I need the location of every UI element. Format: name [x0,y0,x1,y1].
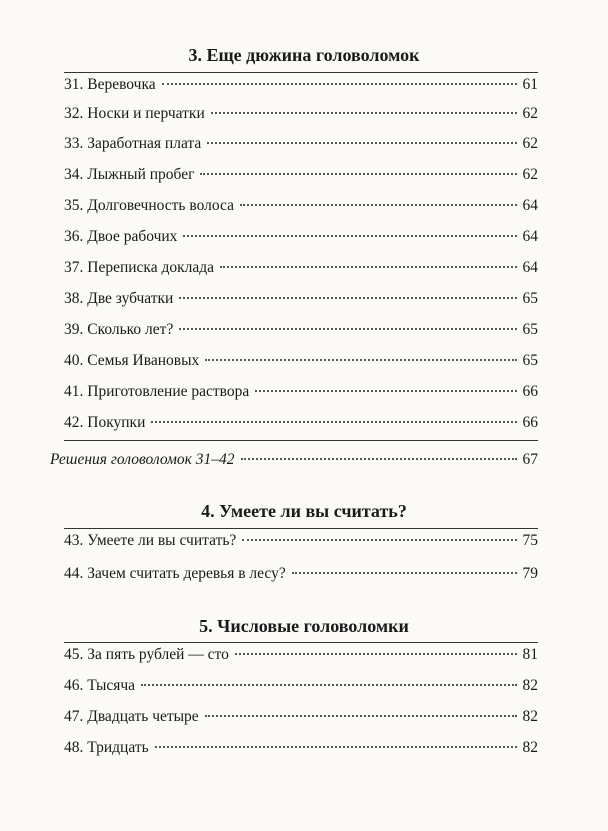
leader-dots [179,297,516,299]
toc-entry-page: 82 [522,739,538,756]
toc-entry-label: 40. Семья Ивановых [64,352,200,369]
toc-entry [64,531,538,551]
toc-entry-page: 82 [522,708,538,725]
toc-entry [64,707,538,727]
toc-entry-page: 62 [522,135,538,152]
toc-entry [64,258,538,278]
toc-entry-label: 47. Двадцать четыре [64,708,199,725]
toc-entry-page: 62 [522,166,538,183]
toc-entry-page: 75 [522,532,538,549]
toc-entry [64,676,538,696]
toc-entry-page: 65 [522,290,538,307]
leader-dots [183,235,516,237]
section-divider [64,440,538,441]
toc-entry-page: 62 [522,105,538,122]
toc-entry-label: 45. За пять рублей — сто [64,646,229,663]
toc-entry-label: 34. Лыжный пробег [64,166,195,183]
toc-entry-label: 48. Тридцать [64,739,149,756]
toc-entry-label: 39. Сколько лет? [64,321,174,338]
toc-entry-page: 67 [522,451,538,468]
leader-dots [205,359,516,361]
toc-entry-label: 43. Умеете ли вы считать? [64,532,237,549]
toc-entry-page: 66 [522,383,538,400]
leader-dots [162,83,517,85]
section-title: 3. Еще дюжина головоломок [188,45,420,65]
toc-entry-label: 32. Носки и перчатки [64,105,205,122]
toc-entry [64,320,538,340]
leader-dots [151,421,516,423]
toc-entry-page: 79 [522,565,538,582]
toc-entry-label: 38. Две зубчатки [64,290,174,307]
toc-entry [64,564,538,584]
leader-dots [292,572,517,574]
toc-entry-label: 35. Долговечность волоса [64,197,234,214]
toc-entry [64,382,538,402]
toc-entry [64,196,538,216]
leader-dots [211,112,517,114]
toc-entry-label: 36. Двое рабочих [64,228,178,245]
leader-dots [179,328,516,330]
toc-entry-page: 65 [522,352,538,369]
section-title: 5. Числовые головоломки [199,616,409,636]
toc-entry-label: 37. Переписка доклада [64,259,215,276]
leader-dots [255,390,516,392]
leader-dots [240,204,517,206]
section-divider [64,642,538,643]
leader-dots [207,142,516,144]
toc-entry-label: 46. Тысяча [64,677,136,694]
toc-entry [64,134,538,154]
toc-entry [64,351,538,371]
toc-entry [64,413,538,433]
toc-entry [64,645,538,665]
toc-entry-page: 65 [522,321,538,338]
toc-entry [64,165,538,185]
section-divider [64,72,538,73]
toc-entry-label: 31. Веревочка [64,76,156,93]
toc-entry-page: 82 [522,677,538,694]
toc-solutions-entry [50,450,538,470]
toc-entry [64,75,538,95]
leader-dots [155,746,517,748]
leader-dots [200,173,516,175]
toc-entry [64,738,538,758]
toc-entry-label: 44. Зачем считать деревья в лесу? [64,565,286,582]
toc-entry-page: 64 [522,228,538,245]
toc-entry-page: 66 [522,414,538,431]
leader-dots [205,715,517,717]
toc-entry-page: 64 [522,259,538,276]
toc-entry [64,289,538,309]
toc-entry-page: 61 [522,76,538,93]
leader-dots [242,539,516,541]
toc-entry-page: 81 [522,646,538,663]
leader-dots [241,458,517,460]
toc-entry [64,104,538,124]
leader-dots [141,684,516,686]
toc-entry-page: 64 [522,197,538,214]
toc-entry-label: 42. Покупки [64,414,146,431]
leader-dots [220,266,516,268]
leader-dots [235,653,517,655]
toc-entry-label: Решения головоломок 31–42 [50,451,235,468]
toc-entry-label: 41. Приготовление раствора [64,383,250,400]
toc-entry [64,227,538,247]
section-title: 4. Умеете ли вы считать? [201,501,407,521]
toc-entry-label: 33. Заработная плата [64,135,202,152]
section-divider [64,528,538,529]
